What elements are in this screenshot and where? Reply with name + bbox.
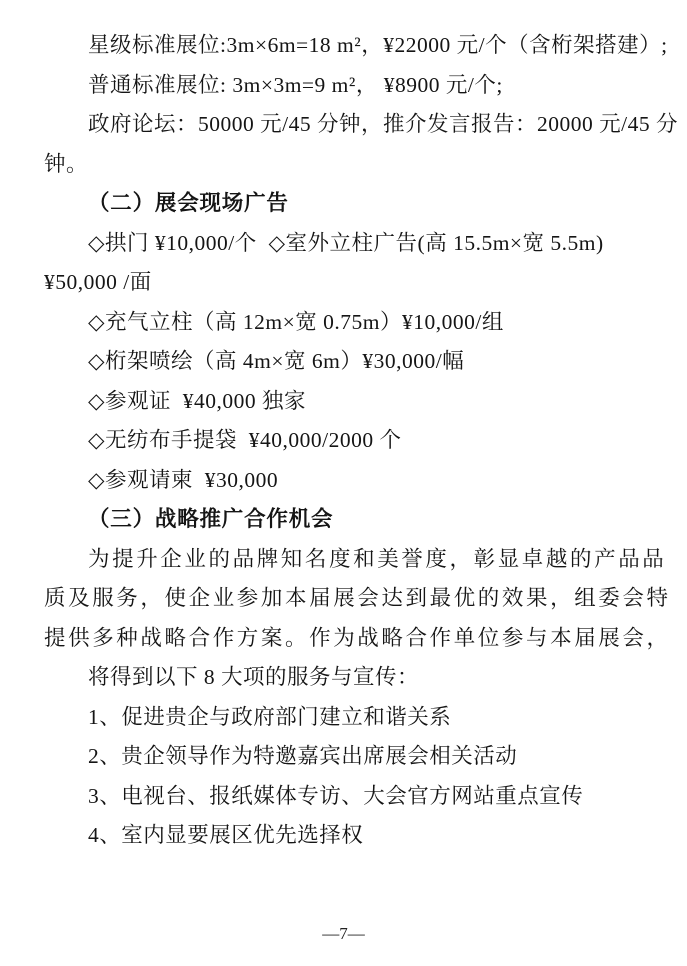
benefit-list-item-4: 4、室内显要展区优先选择权 (88, 823, 364, 847)
ad-item-invitation: ◇参观请柬 ¥30,000 (88, 467, 279, 492)
section-heading-strategic-coop: （三）战略推广合作机会 (88, 507, 334, 531)
page-number: —7— (322, 924, 365, 943)
ad-item-tote-bag: ◇无纺布手提袋 ¥40,000/2000 个 (88, 428, 402, 452)
document-body (44, 26, 678, 856)
section-heading-onsite-ads: （二）展会现场广告 (88, 191, 289, 215)
paragraph-line: 质及服务，使企业参加本届展会达到最优的效果，组委会特 (44, 586, 671, 610)
paragraph-line: 提供多种战略合作方案。作为战略合作单位参与本届展会， (44, 625, 671, 650)
ad-item-pillar-price-wrap: ¥50,000 /面 (44, 270, 152, 294)
paragraph-line: 将得到以下 8 大项的服务与宣传： (88, 665, 420, 689)
forum-price-line: 政府论坛：50000 元/45 分钟，推介发言报告：20000 元/45 分 (88, 112, 678, 136)
ad-item-visitor-badge: ◇参观证 ¥40,000 独家 (88, 388, 307, 413)
ad-item-truss-print: ◇桁架喷绘（高 4m×宽 6m）¥30,000/幅 (88, 349, 465, 373)
benefit-list-item-3: 3、电视台、报纸媒体专访、大会官方网站重点宣传 (88, 783, 584, 808)
benefit-list-item-1: 1、促进贵企与政府部门建立和谐关系 (88, 704, 452, 729)
benefit-list-item-2: 2、贵企领导作为特邀嘉宾出席展会相关活动 (88, 744, 518, 768)
ad-item-inflatable-column: ◇充气立柱（高 12m×宽 0.75m）¥10,000/组 (88, 309, 504, 334)
booth-price-star-line: 星级标准展位:3m×6m=18 m²，¥22000 元/个（含桁架搭建）; (88, 33, 668, 57)
booth-price-standard-line: 普通标准展位: 3m×3m=9 m²， ¥8900 元/个; (88, 72, 503, 97)
ad-item-arch-and-pillar: ◇拱门 ¥10,000/个 ◇室外立柱广告(高 15.5m×宽 5.5m) (88, 230, 604, 255)
forum-price-line-wrap: 钟。 (44, 151, 89, 176)
paragraph-line: 为提升企业的品牌知名度和美誉度，彰显卓越的产品品 (88, 546, 667, 571)
